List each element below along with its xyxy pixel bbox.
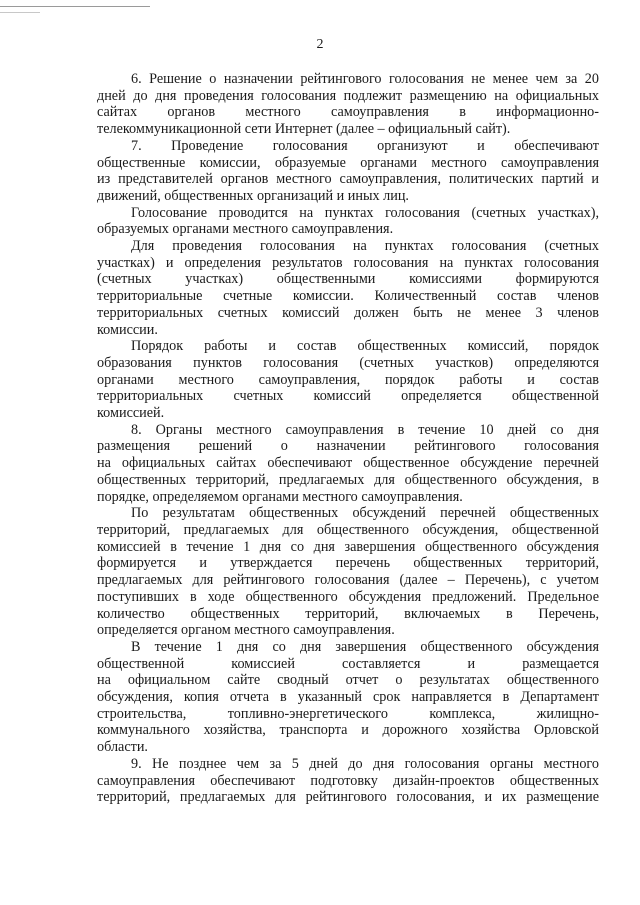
text-line: Порядок работы и состав общественных комиссий, порядок bbox=[131, 338, 599, 355]
text-line: территорий, предлагаемых для общественного обсуждения, общественной bbox=[97, 521, 599, 538]
page-number: 2 bbox=[316, 37, 324, 52]
text-line: участках) и определения результатов голосования на пунктах голосования bbox=[97, 254, 599, 271]
text-line: 9. Не позднее чем за 5 дней до дня голосования органы местного bbox=[131, 755, 599, 772]
text-line: 8. Органы местного самоуправления в течение 10 дней со дня bbox=[131, 421, 599, 438]
paragraph bbox=[97, 422, 599, 506]
text-line: самоуправления обеспечивают подготовку дизайн-проектов общественных bbox=[97, 772, 599, 789]
text-line: В течение 1 дня со дня завершения общественного обсуждения bbox=[131, 638, 599, 655]
text-line: строительства, топливно-энергетического комплекса, жилищно- bbox=[97, 705, 599, 722]
paragraph bbox=[97, 238, 599, 338]
text-line: порядке, определяемом органами местного самоуправления. bbox=[97, 488, 463, 505]
text-line: (счетных участках) общественными комиссиями формируются bbox=[97, 271, 599, 288]
text-line: области. bbox=[97, 739, 148, 756]
text-line: на официальных сайтах обеспечивают общественное обсуждение перечней bbox=[97, 455, 599, 472]
text-line: определяется органом местного самоуправления. bbox=[97, 622, 395, 639]
paragraph bbox=[97, 138, 599, 205]
text-line: 6. Решение о назначении рейтингового голосования не менее чем за 20 bbox=[131, 71, 599, 87]
text-line: комиссией в течение 1 дня со дня завершения общественного обсуждения bbox=[97, 538, 599, 555]
paragraph bbox=[97, 338, 599, 422]
paragraph bbox=[97, 505, 599, 639]
text-line: коммунального хозяйства, транспорта и дорожного хозяйства Орловской bbox=[97, 722, 599, 739]
scan-edge-mark bbox=[0, 6, 150, 7]
text-line: Для проведения голосования на пунктах голосования (счетных bbox=[131, 238, 599, 255]
paragraph bbox=[97, 205, 599, 238]
text-line: размещения решений о назначении рейтингового голосования bbox=[97, 438, 599, 455]
text-line: комиссией. bbox=[97, 405, 165, 422]
text-line: движений, общественных организаций и иных лиц. bbox=[97, 187, 409, 204]
paragraph bbox=[97, 756, 599, 806]
text-line: территориальных счетных комиссий должен быть не менее 3 членов bbox=[97, 304, 599, 321]
paragraph bbox=[97, 71, 599, 138]
text-line: комиссии. bbox=[97, 321, 158, 338]
text-line: формируется и утверждается перечень общественных территорий, bbox=[97, 555, 599, 572]
text-line: образуемых органами местного самоуправления. bbox=[97, 221, 394, 238]
text-line: телекоммуникационной сети Интернет (далее – официальный сайт). bbox=[97, 121, 511, 138]
document-body bbox=[97, 71, 599, 806]
paragraph bbox=[97, 639, 599, 756]
text-line: По результатам общественных обсуждений перечней общественных bbox=[131, 505, 599, 522]
text-line: поступивших в ходе общественного обсуждения предложений. Предельное bbox=[97, 588, 599, 605]
text-line: обсуждения, копия отчета в указанный срок направляется в Департамент bbox=[97, 689, 599, 706]
text-line: сайтах органов местного самоуправления в информационно- bbox=[97, 104, 599, 121]
text-line: 7. Проведение голосования организуют и обеспечивают bbox=[131, 137, 599, 154]
text-line: территорий, предлагаемых для рейтингового голосования, и их размещение bbox=[97, 789, 599, 806]
text-line: органами местного самоуправления, порядок работы и состав bbox=[97, 371, 599, 388]
text-line: образования пунктов голосования (счетных участков) определяются bbox=[97, 354, 599, 371]
text-line: на официальном сайте сводный отчет о результатах общественного bbox=[97, 672, 599, 689]
text-line: общественные комиссии, образуемые органами местного самоуправления bbox=[97, 154, 599, 171]
text-line: Голосование проводится на пунктах голосования (счетных участках), bbox=[131, 204, 599, 221]
text-line: территориальных счетных комиссий определяется общественной bbox=[97, 388, 599, 405]
text-line: дней до дня проведения голосования подлежит размещению на официальных bbox=[97, 87, 599, 104]
text-line: предлагаемых для рейтингового голосования (далее – Перечень), с учетом bbox=[97, 572, 599, 589]
text-line: общественных территорий, предлагаемых для общественного обсуждения, в bbox=[97, 471, 599, 488]
scan-edge-mark bbox=[0, 12, 40, 13]
text-line: территориальные счетные комиссии. Количественный состав членов bbox=[97, 288, 599, 305]
text-line: общественной комиссией составляется и размещается bbox=[97, 655, 599, 672]
text-line: из представителей органов местного самоуправления, политических партий и bbox=[97, 171, 599, 188]
text-line: количество общественных территорий, включаемых в Перечень, bbox=[97, 605, 599, 622]
